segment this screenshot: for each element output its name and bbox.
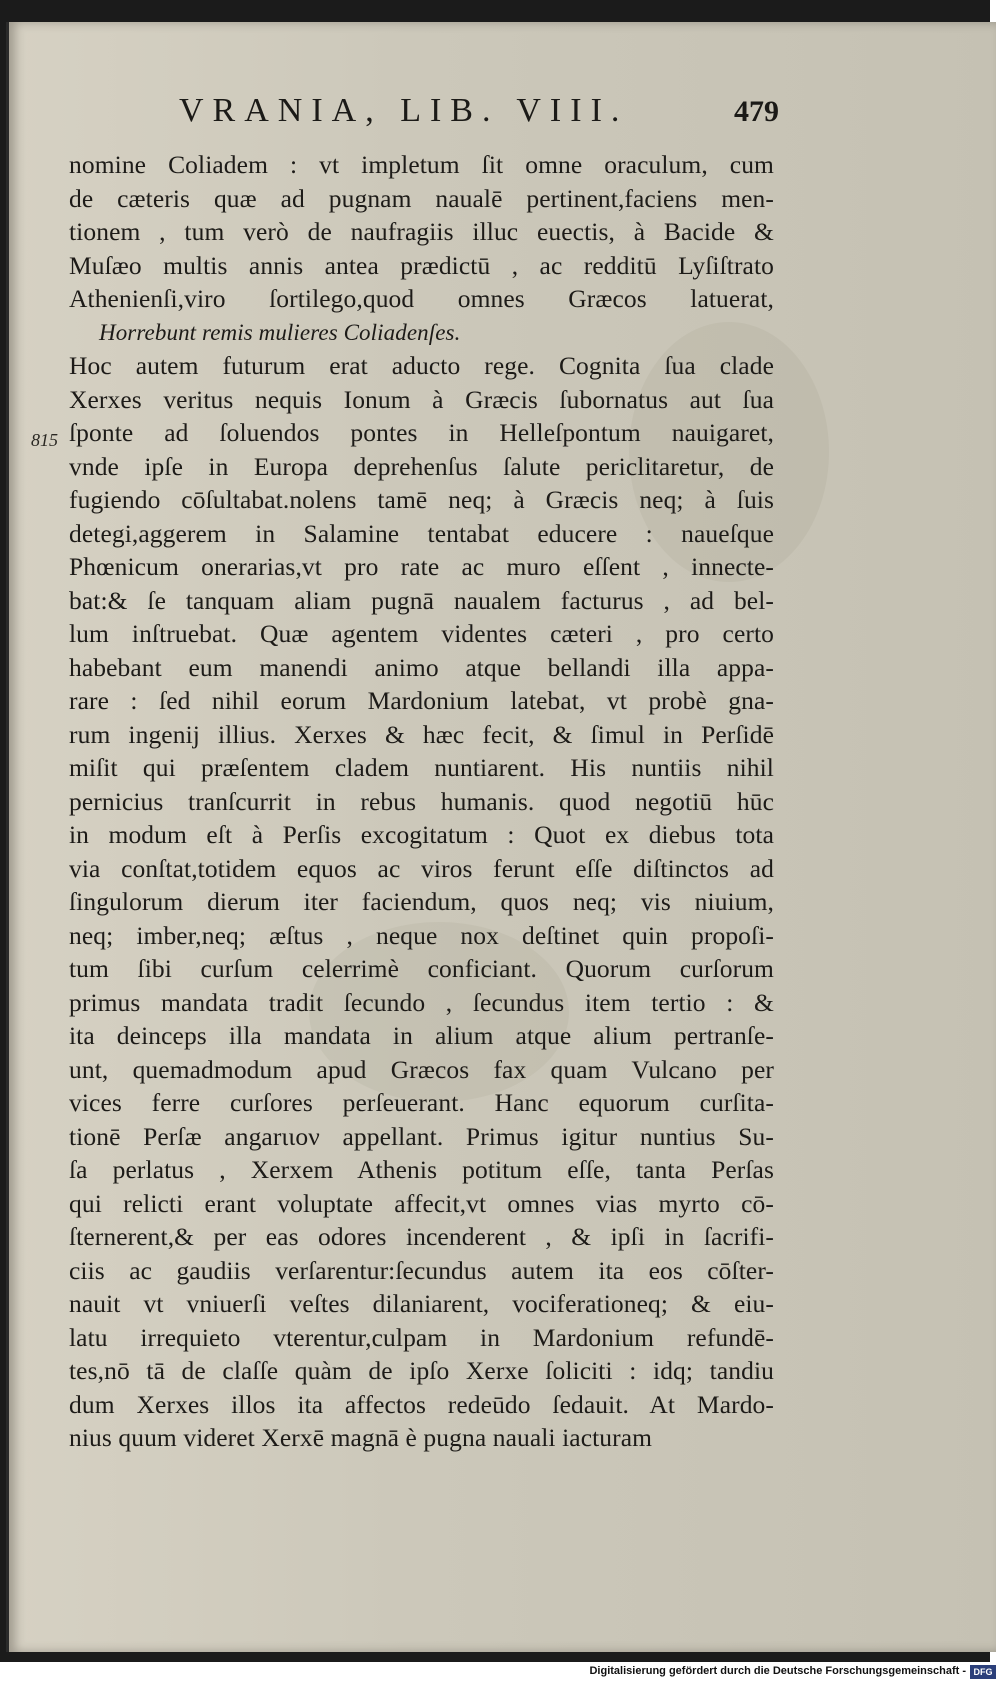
text-line: lum inſtruebat. Quæ agentem videntes cæteri , pro certo <box>69 619 774 648</box>
text-line: rare : ſed nihil eorum Mardonium latebat, vt probè gna- <box>69 686 774 715</box>
text-line: ſingulorum dierum iter faciendum, quos neq; vis niuium, <box>69 887 774 916</box>
text-line: ita deinceps illa mandata in alium atque alium pertranſe- <box>69 1021 774 1050</box>
text-line: neq; imber,neq; æſtus , neque nox deſtinet quin propoſi- <box>69 920 774 950</box>
text-line: primus mandata tradit ſecundo , ſecundus item tertio : & <box>69 987 774 1017</box>
body-text <box>69 148 774 1455</box>
text-line: rum ingenij illius. Xerxes & hæc fecit, & ſimul in Perſidē <box>69 719 774 749</box>
text-line: bat:& ſe tanquam aliam pugnā naualem facturus , ad bel- <box>69 585 774 615</box>
footer-credit: Digitalisierung gefördert durch die Deutsche Forschungsgemeinschaft - <box>589 1665 966 1677</box>
text-line: Xerxes veritus nequis Ionum à Græcis ſubornatus aut ſua <box>69 384 774 414</box>
page-number: 479 <box>734 95 779 128</box>
running-head-title: VRANIA, LIB. VIII. <box>179 92 629 129</box>
footer-strip <box>0 1662 1000 1684</box>
text-line: miſit qui præſentem cladem nuntiarent. His nuntiis nihil <box>69 753 774 782</box>
text-line: latu irrequieto vterentur,culpam in Mardonium refundē- <box>69 1322 774 1352</box>
text-line: pernicius tranſcurrit in rebus humanis. quod negotiū hūc <box>69 786 774 816</box>
dfg-logo-icon: DFG <box>970 1665 996 1679</box>
text-line: ſternerent,& per eas odores incenderent , & ipſi in ſacrifi- <box>69 1222 774 1251</box>
text-line: dum Xerxes illos ita affectos redeūdo ſedauit. At Mardo- <box>69 1389 774 1419</box>
text-line: detegi,aggerem in Salamine tentabat educere : naueſque <box>69 518 774 548</box>
text-line: tionem , tum verò de naufragiis illuc euectis, à Bacide & <box>69 217 774 246</box>
text-line: nauit vt vniuerſi veſtes dilaniarent, vociferationeq; & eiu- <box>69 1289 774 1318</box>
text-line: tum ſibi curſum celerrimè conficiant. Quorum curſorum <box>69 954 774 983</box>
text-line: vnde ipſe in Europa deprehenſus ſalute periclitaretur, de <box>69 451 774 481</box>
text-line: Athenienſi,viro ſortilego,quod omnes Græcos latuerat, <box>69 284 774 313</box>
text-line: ſa perlatus , Xerxem Athenis potitum eſſe, tanta Perſas <box>69 1155 774 1184</box>
text-line: ſponte ad ſoluendos pontes in Helleſpontum nauigaret, <box>69 418 774 447</box>
text-line: de cæteris quæ ad pugnam naualē pertinent,faciens men- <box>69 183 774 213</box>
text-line: tionē Perſæ angarɩιον appellant. Primus igitur nuntius Su- <box>69 1121 774 1151</box>
text-line: via conſtat,totidem equos ac viros ferunt eſſe diſtinctos ad <box>69 853 774 883</box>
text-line: vices ferre curſores perſeuerant. Hanc equorum curſita- <box>69 1088 774 1117</box>
text-line: in modum eſt à Perſis excogitatum : Quot ex diebus tota <box>69 820 774 849</box>
text-line: tes,nō tā de claſſe quàm de ipſo Xerxe ſoliciti : idq; tandiu <box>69 1356 774 1385</box>
text-line: habebant eum manendi animo atque bellandi illa appa- <box>69 652 774 682</box>
margin-note: 815 <box>31 430 58 450</box>
verse-line: Horrebunt remis mulieres Coliadenſes. <box>99 319 461 345</box>
running-head <box>179 92 779 130</box>
text-line: nius quum videret Xerxē magnā è pugna nauali iacturam <box>69 1423 653 1452</box>
text-line: Muſæo multis annis antea prædictū , ac redditū Lyſiſtrato <box>69 250 774 280</box>
text-line: unt, quemadmodum apud Græcos fax quam Vulcano per <box>69 1054 774 1084</box>
text-line: Hoc autem futurum erat aducto rege. Cognita ſua clade <box>69 351 774 380</box>
text-line: fugiendo cōſultabat.nolens tamē neq; à Græcis neq; à ſuis <box>69 485 774 514</box>
text-line: ciis ac gaudiis verſarentur:ſecundus autem ita eos cōſter- <box>69 1255 774 1285</box>
text-line: qui relicti erant voluptate affecit,vt omnes vias myrto cō- <box>69 1188 774 1218</box>
text-line: Phœnicum onerarias,vt pro rate ac muro eſſent , innecte- <box>69 552 774 581</box>
book-page <box>6 22 996 1652</box>
text-line: nomine Coliadem : vt impletum ſit omne oraculum, cum <box>69 150 774 179</box>
